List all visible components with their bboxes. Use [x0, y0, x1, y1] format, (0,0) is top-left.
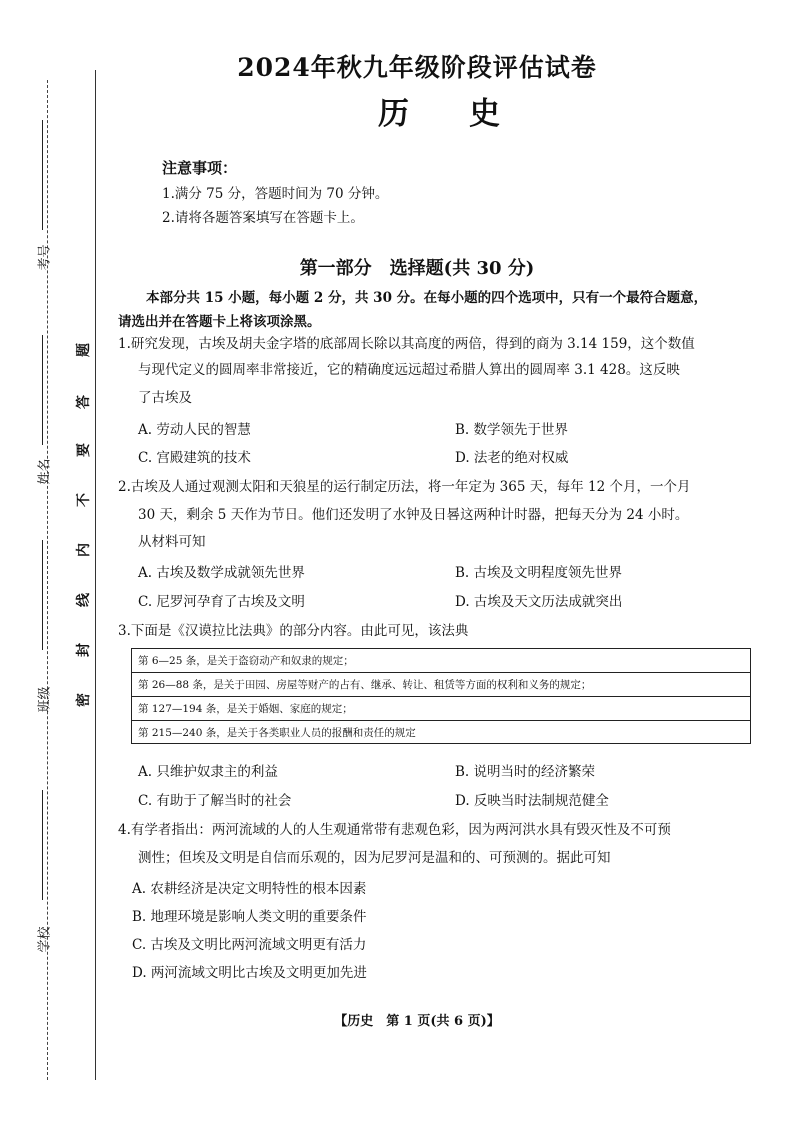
- question-stem: 30 天，剩余 5 天作为节日。他们还发明了水钟及日晷这两种计时器，把每天分为 24 小时。: [138, 507, 689, 523]
- exam-number-line: [42, 120, 43, 230]
- subject-title: 历史: [378, 96, 560, 132]
- name-label: 姓名: [37, 458, 53, 485]
- option-b[interactable]: B. 地理环境是影响人类文明的重要条件: [132, 909, 367, 925]
- question-stem: 3.下面是《汉谟拉比法典》的部分内容。由此可见，该法典: [118, 623, 469, 639]
- law-row: 第 6—25 条，是关于盗窃动产和奴隶的规定；: [132, 649, 750, 673]
- option-c[interactable]: C. 宫殿建筑的技术: [138, 450, 251, 466]
- seal-char: 内: [76, 543, 92, 557]
- question-stem: 了古埃及: [138, 390, 192, 406]
- question-stem: 与现代定义的圆周率非常接近，它的精确度远远超过希腊人算出的圆周率 3.1 428。这反映: [138, 362, 680, 378]
- option-d[interactable]: D. 法老的绝对权威: [455, 450, 569, 466]
- law-row: 第 127—194 条，是关于婚姻、家庭的规定；: [132, 697, 750, 721]
- seal-char: 密: [76, 693, 92, 707]
- law-row: 第 26—88 条，是关于田园、房屋等财产的占有、继承、转让、租赁等方面的权利和义务的规定；: [132, 673, 750, 697]
- law-excerpt-table: [131, 648, 751, 744]
- seal-char: 答: [76, 395, 92, 409]
- seal-char: 线: [76, 593, 92, 607]
- page-footer: 【历史 第 1 页(共 6 页)】: [334, 1014, 500, 1029]
- question-stem: 4.有学者指出：两河流域的人的人生观通常带有悲观色彩，因为两河洪水具有毁灭性及不可预: [118, 822, 671, 838]
- question-stem: 从材料可知: [138, 534, 206, 550]
- school-label: 学校: [37, 926, 53, 953]
- option-c[interactable]: C. 有助于了解当时的社会: [138, 793, 292, 809]
- note-item: 2.请将各题答案填写在答题卡上。: [162, 210, 364, 226]
- option-c[interactable]: C. 古埃及文明比两河流域文明更有活力: [132, 937, 367, 953]
- seal-char: 题: [76, 343, 92, 357]
- option-a[interactable]: A. 农耕经济是决定文明特性的根本因素: [132, 881, 367, 897]
- option-b[interactable]: B. 数学领先于世界: [455, 422, 569, 438]
- note-item: 1.满分 75 分，答题时间为 70 分钟。: [162, 186, 389, 202]
- binding-solid-line: [95, 70, 96, 1080]
- exam-number-label: 考号: [37, 244, 53, 271]
- school-line: [42, 790, 43, 900]
- option-a[interactable]: A. 古埃及数学成就领先世界: [138, 565, 305, 581]
- name-line: [42, 335, 43, 445]
- seal-char: 要: [76, 443, 92, 457]
- option-a[interactable]: A. 只维护奴隶主的利益: [138, 764, 278, 780]
- notes-heading: 注意事项：: [162, 159, 238, 177]
- option-d[interactable]: D. 反映当时法制规范健全: [455, 793, 609, 809]
- question-stem: 1.研究发现，古埃及胡夫金字塔的底部周长除以其高度的两倍，得到的商为 3.14 159，这个数值: [118, 336, 695, 352]
- class-label: 班级: [37, 686, 53, 713]
- option-c[interactable]: C. 尼罗河孕育了古埃及文明: [138, 594, 305, 610]
- option-b[interactable]: B. 古埃及文明程度领先世界: [455, 565, 623, 581]
- section-intro: 本部分共 15 小题，每小题 2 分，共 30 分。在每小题的四个选项中，只有一个最符合题意，: [146, 290, 708, 306]
- seal-char: 不: [76, 493, 92, 507]
- law-row: 第 215—240 条，是关于各类职业人员的报酬和责任的规定: [138, 727, 416, 739]
- question-stem: 2.古埃及人通过观测太阳和天狼星的运行制定历法，将一年定为 365 天，每年 12 个月，一个月: [118, 479, 691, 495]
- section-title: 第一部分 选择题(共 30 分): [299, 258, 535, 279]
- section-intro: 请选出并在答题卡上将该项涂黑。: [118, 314, 321, 330]
- option-d[interactable]: D. 两河流域文明比古埃及文明更加先进: [132, 965, 367, 981]
- option-a[interactable]: A. 劳动人民的智慧: [138, 422, 251, 438]
- class-line: [42, 540, 43, 650]
- option-b[interactable]: B. 说明当时的经济繁荣: [455, 764, 596, 780]
- option-d[interactable]: D. 古埃及天文历法成就突出: [455, 594, 623, 610]
- question-stem: 测性；但埃及文明是自信而乐观的，因为尼罗河是温和的、可预测的。据此可知: [138, 850, 611, 866]
- exam-title: 2024年秋九年级阶段评估试卷: [237, 53, 597, 82]
- seal-char: 封: [76, 643, 92, 657]
